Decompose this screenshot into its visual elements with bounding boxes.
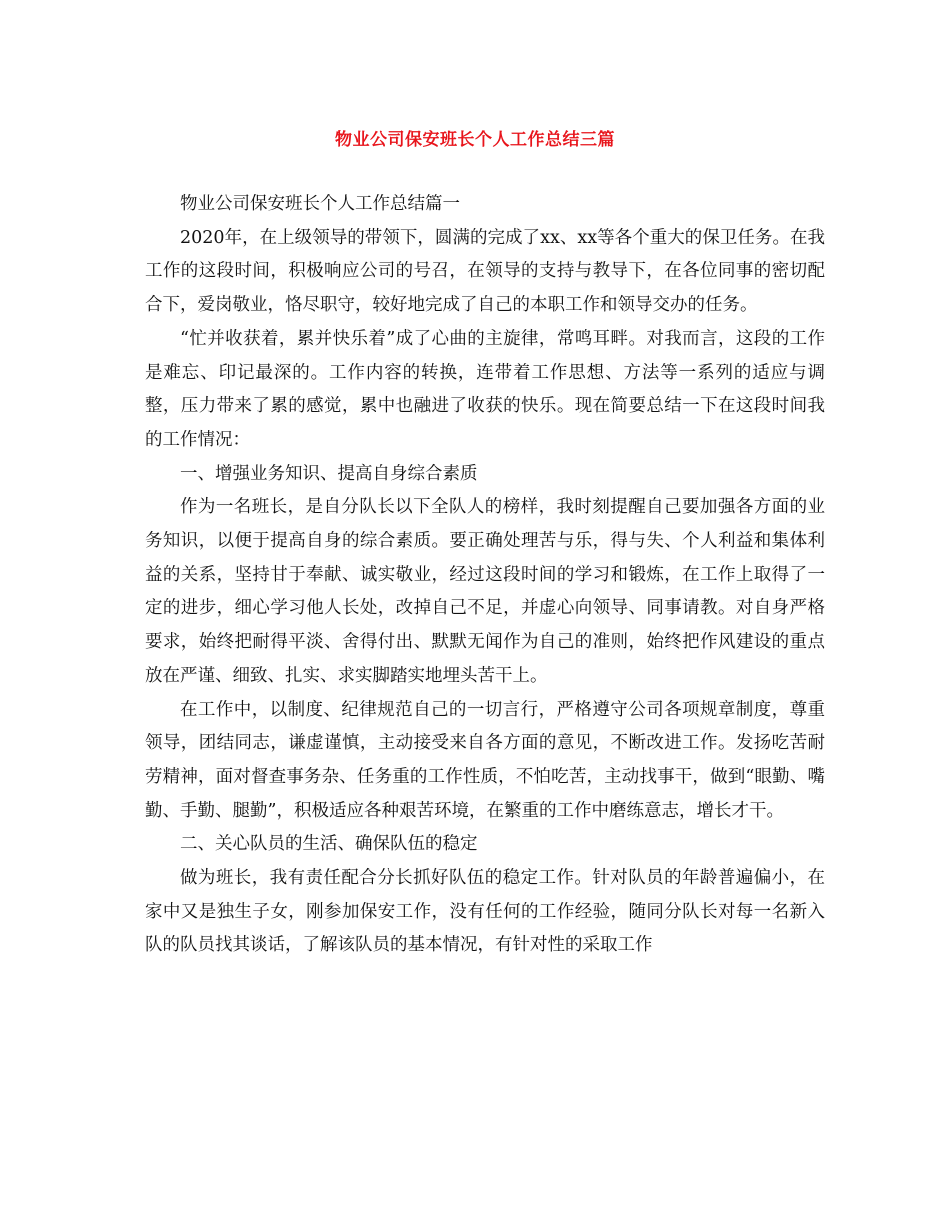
paragraph: 2020年，在上级领导的带领下，圆满的完成了xx、xx等各个重大的保卫任务。在我工作的这段时间，积极响应公司的号召，在领导的支持与教导下，在各位同事的密切配合下，爱岗敬业，恪尽职守，较好地完成了自己的本职工作和领导交办的任务。: [145, 227, 825, 316]
document-title: 物业公司保安班长个人工作总结三篇: [335, 130, 615, 150]
section-heading: 物业公司保安班长个人工作总结篇一: [180, 194, 460, 214]
section-heading: 一、增强业务知识、提高自身综合素质: [180, 463, 478, 484]
section-heading: 二、关心队员的生活、确保队伍的稳定: [180, 834, 478, 855]
paragraph: 在工作中，以制度、纪律规范自己的一切言行，严格遵守公司各项规章制度，尊重领导，团结同志，谦虚谨慎，主动接受来自各方面的意见，不断改进工作。发扬吃苦耐劳精神，面对督查事务杂、任务重的工作性质，不怕吃苦，主动找事干，做到“眼勤、嘴勤、手勤、腿勤”，积极适应各种艰苦环境，在繁重的工作中磨练意志，增长才干。: [145, 699, 825, 821]
paragraph: “忙并收获着，累并快乐着”成了心曲的主旋律，常鸣耳畔。对我而言，这段的工作是难忘、印记最深的。工作内容的转换，连带着工作思想、方法等一系列的适应与调整，压力带来了累的感觉，累中也融进了收获的快乐。现在简要总结一下在这段时间我的工作情况：: [145, 328, 825, 450]
paragraph: 做为班长，我有责任配合分长抓好队伍的稳定工作。针对队员的年龄普遍偏小，在家中又是独生子女，刚参加保安工作，没有任何的工作经验，随同分队长对每一名新入队的队员找其谈话，了解该队员的基本情况，有针对性的采取工作: [145, 868, 825, 956]
document-body: [145, 188, 825, 963]
paragraph: 作为一名班长，是自分队长以下全队人的榜样，我时刻提醒自己要加强各方面的业务知识，以便于提高自身的综合素质。要正确处理苦与乐，得与失、个人利益和集体利益的关系，坚持甘于奉献、诚实敬业，经过这段时间的学习和锻炼，在工作上取得了一定的进步，细心学习他人长处，改掉自己不足，并虚心向领导、同事请教。对自身严格要求，始终把耐得平淡、舍得付出、默默无闻作为自己的准则，始终把作风建设的重点放在严谨、细致、扎实、求实脚踏实地埋头苦干上。: [145, 497, 825, 686]
